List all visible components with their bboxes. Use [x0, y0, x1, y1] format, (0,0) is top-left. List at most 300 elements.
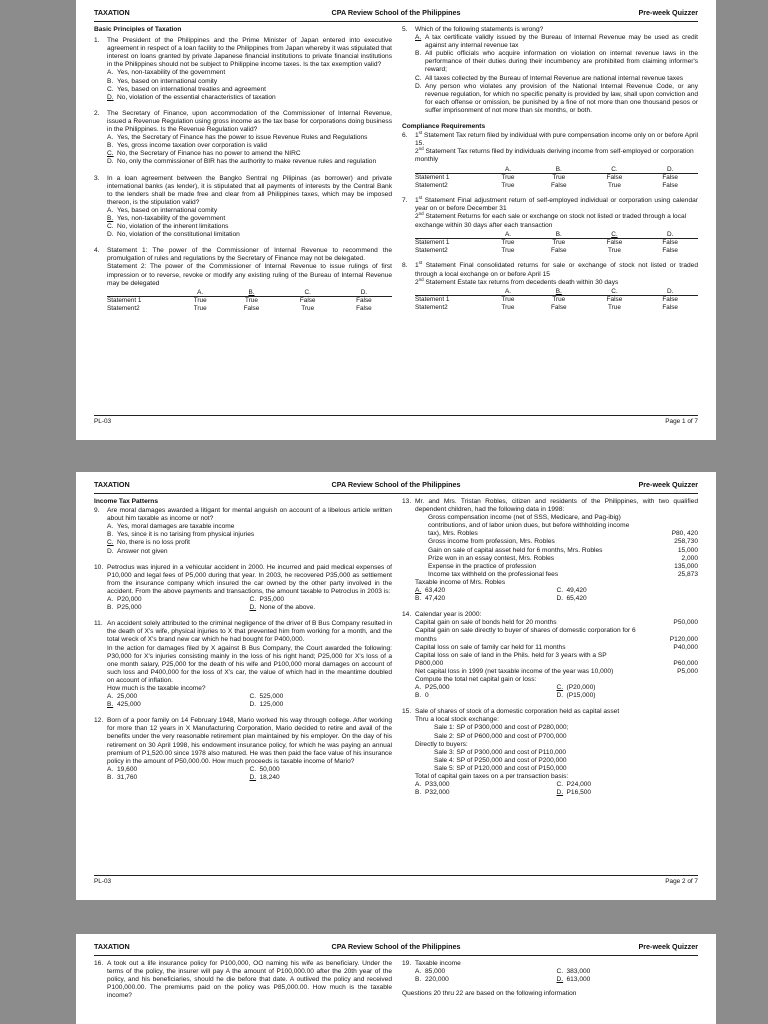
table-cell: False: [299, 297, 316, 305]
question-text: A took out a life insurance policy for P100,000, OO naming his wife as beneficiary. Under the terms of the policy, the insurer will pay A the amount of P100,000.00 after the 20th year of the policy, and his beneficiaries, should he die before that date. A outlived the policy and received P100,000.00. The premiums paid on the policy was P85,000.00. How much is the taxable income?: [107, 960, 392, 1000]
option-key: B.: [107, 604, 114, 612]
option-key: B.: [107, 531, 114, 539]
table-cell: Statement2: [415, 246, 448, 254]
item-value: 25,873: [677, 570, 698, 578]
question-text: Are moral damages awarded a litigant for mental anguish on account of a libelous article written about him taxable as income or not?: [107, 507, 392, 523]
left-column: [94, 498, 392, 782]
option: [415, 587, 557, 595]
table-header: B.: [223, 289, 279, 297]
option: [107, 142, 392, 150]
table-cell: False: [606, 296, 623, 304]
detail-line: Sale 5: SP of P120,000 and cost of P150,000: [434, 764, 567, 772]
option-text: A tax certificate validly issued by the Bureau of Internal Revenue may be used as credit against any internal revenue tax: [425, 34, 698, 50]
option: [107, 596, 250, 604]
right-column: [402, 960, 698, 998]
question-number: 14.: [402, 611, 412, 619]
item-label: Capital gain on sale directly to buyer of shares of domestic corporation for 6 months: [415, 627, 636, 643]
table-header: D.: [642, 231, 698, 239]
table-cell: True: [501, 296, 515, 304]
option-text: Yes, gross income taxation over corporation is valid: [117, 142, 268, 150]
option: [250, 774, 393, 782]
table-cell: True: [607, 181, 621, 189]
table-cell: Statement 1: [415, 239, 450, 247]
question-number: 16.: [94, 960, 104, 967]
option: [107, 207, 392, 215]
option-key: A.: [415, 684, 422, 692]
option-text: P35,000: [259, 596, 285, 604]
question-text: The Secretary of Finance, upon accommodation of the Commissioner of Internal Revenue, issued a Revenue Regulation using gross income as the tax base for corporations doing business in the Philippines. Is the Revenue Regulation valid?: [107, 109, 392, 134]
footer-code: PL-03: [94, 418, 112, 425]
option-text: P25,000: [117, 604, 142, 612]
option-text: 49,420: [566, 587, 587, 595]
option: [107, 94, 392, 102]
option: [107, 766, 250, 774]
question-text: Born of a poor family on 14 February 1948, Mario worked his way through college. After working for more than 12 years in X Manufacturing Corporation, Mario decided to retire and avail of the benefits under the very reasonable retirement plan maintained by his employer. On the day of his retirement on 30 April 1998, his endowment insurance policy, for which he was paying an annual premium of P1,520.00 since 1978 also matured. He was then paid the face value of his insurance policy in the amount of P50,000.00. How much proceeds is taxable income of Mario?: [107, 717, 392, 765]
option-key: B.: [415, 789, 422, 797]
question: [402, 960, 698, 968]
table-cell: False: [550, 246, 567, 254]
option: [415, 75, 698, 83]
option-key: D.: [107, 158, 114, 166]
ordinal: 2: [415, 213, 419, 221]
table-cell: True: [301, 304, 315, 312]
option: [415, 968, 557, 976]
option-key: C.: [107, 223, 114, 231]
option-text: No, there is no loss profit: [117, 539, 190, 547]
option-grid: [415, 968, 698, 984]
option-text: (P20,000): [566, 684, 596, 692]
page-footer: [94, 878, 698, 888]
option-grid: [107, 596, 392, 612]
option: [107, 523, 392, 531]
option-text: P16,500: [566, 789, 592, 797]
item-label: Expense in the practice of profession: [428, 562, 537, 570]
question-number: 15.: [402, 708, 412, 716]
detail-line: Sale 1: SP of P300,000 and cost of P280,000;: [434, 724, 569, 732]
option: [250, 693, 393, 701]
option: [415, 83, 698, 115]
question-number: 5.: [402, 26, 408, 33]
question-number: 11.: [94, 620, 103, 628]
table-cell: False: [662, 239, 678, 247]
header-left: TAXATION: [94, 8, 130, 17]
option-key: D.: [249, 604, 257, 612]
question: 6. 1st Statement Tax return filed by individual with pure compensation income only on or before April 15.: [402, 129, 698, 148]
option-key: D.: [107, 93, 114, 101]
option-key: C.: [249, 693, 257, 701]
option-text: Yes, based on international comity: [117, 206, 218, 214]
section-title: Basic Principles of Taxation: [94, 26, 182, 33]
option: [415, 789, 557, 797]
option-key: C.: [556, 684, 564, 692]
option-text: Yes, the Secretary of Finance has the power to issue Revenue Rules and Regulations: [117, 134, 368, 142]
question: [402, 611, 698, 619]
question-text: Mr. and Mrs. Tristan Robles, citizen and residents of the Philippines, with two qualified dependent children, had the following data in 1998:: [415, 498, 698, 514]
table-cell: True: [552, 296, 566, 304]
question: [94, 717, 392, 766]
ordinal: 1: [415, 262, 419, 270]
option-key: D.: [249, 773, 257, 781]
option: [557, 789, 699, 797]
table-cell: True: [245, 297, 258, 305]
page-header: [94, 481, 698, 491]
option-text: No, only the commissioner of BIR has the authority to make revenue rules and regulation: [117, 158, 377, 166]
question-text: Statement 1: The power of the Commissioner of Internal Revenue to recommend the promulgation of rules and regulations by the Secretary of Finance may not be delegated.: [107, 247, 392, 263]
question-text: In the action for damages filed by X against B Bus Company, the Court awarded the following: P30,000 for X's injuries consisting mainly in the loss of his right hand; P25,000 for X's loss of a one month salary, P25,000 for the death of his wife and P100,000 moral damages on account of such loss and P400,000 for the loss of X's car, the value of which had in the meantime doubled on account of inflation.: [107, 644, 392, 684]
option: [250, 604, 393, 612]
option-key: A.: [415, 34, 422, 42]
option-key: A.: [107, 134, 114, 142]
item-label: Prize won in an essay contest, Mrs. Robles: [428, 554, 555, 562]
option-key: B.: [107, 142, 114, 150]
table-cell: False: [356, 297, 372, 305]
table-cell: False: [356, 304, 372, 312]
answer-table: [415, 166, 698, 190]
table-header: A.: [485, 166, 531, 174]
item-value: 2,000: [681, 554, 698, 562]
option-key: C.: [107, 85, 114, 93]
option: [107, 78, 392, 86]
question-text: Statement Tax returns filed by individuals deriving income from self-employed or corporation monthly: [415, 148, 694, 164]
option-text: P25,000: [425, 684, 450, 692]
item-value: P40,000: [673, 643, 698, 651]
item-value: P50,000: [673, 619, 698, 627]
question-text: Statement Final consolidated returns for sale or exchange of stock not listed or traded through a local exchange on or before April 15: [415, 262, 698, 278]
question-number: 1.: [94, 37, 100, 45]
option-text: 19,600: [117, 765, 138, 773]
option-text: No, violation of the inherent limitations: [117, 223, 229, 231]
table-row: [107, 297, 392, 305]
option: [250, 766, 393, 774]
page-1: [76, 0, 716, 440]
option-text: (P15,000): [566, 692, 596, 700]
table-cell: False: [662, 181, 678, 189]
item-label: Net capital loss in 1999 (net taxable income of the year was 10,000): [415, 667, 614, 675]
right-column: [402, 498, 698, 797]
option: [107, 215, 392, 223]
header-rule: [94, 955, 698, 956]
option: [415, 781, 557, 789]
table-cell: Statement 1: [415, 296, 450, 304]
option-text: 425,000: [117, 701, 141, 709]
option: [557, 595, 699, 603]
question: [94, 110, 392, 134]
table-row: [107, 305, 392, 313]
question-text: Which of the following statements is wrong?: [415, 26, 544, 33]
option-key: A.: [107, 69, 114, 77]
item-value: P120,000: [669, 635, 698, 643]
question-number: 3.: [94, 174, 100, 182]
question-text: Questions 20 thru 22 are based on the following information: [402, 990, 577, 998]
data-item: [428, 538, 698, 546]
option-key: C.: [249, 765, 257, 773]
option-text: All public officials who acquire information on violation on internal revenue laws in the performance of their duties during their incumbency are prohibited from claiming informer's reward;: [425, 50, 698, 74]
table-cell: True: [552, 174, 566, 182]
option-grid: [415, 587, 698, 603]
option-text: P33,000: [425, 781, 450, 789]
option: [107, 531, 392, 539]
option: [415, 595, 557, 603]
data-item: [415, 668, 698, 676]
table-header: C.: [280, 289, 336, 297]
table-header: B.: [531, 231, 587, 239]
item-label: Capital gain on sale of bonds held for 20 months: [415, 619, 557, 627]
option-key: A.: [107, 523, 114, 531]
item-label: Income tax withheld on the professional fees: [428, 570, 559, 578]
table-row: [415, 296, 698, 304]
option: [107, 539, 392, 547]
header-center: CPA Review School of the Philippines: [331, 8, 461, 17]
option: [107, 223, 392, 231]
option-key: D.: [556, 976, 564, 984]
option: [107, 231, 392, 239]
question-text: Sale of shares of stock of a domestic corporation held as capital asset: [415, 708, 620, 716]
table-cell: False: [550, 303, 567, 311]
left-column: [94, 26, 392, 313]
table-header: C.: [587, 288, 643, 296]
option-key: D.: [107, 231, 114, 239]
item-label: Gross income from profession, Mrs. Robles: [428, 538, 555, 546]
table-cell: True: [607, 303, 621, 311]
table-cell: True: [501, 181, 515, 189]
question-number: 19.: [402, 960, 412, 967]
detail-line: Total of capital gain taxes on a per transaction basis:: [415, 773, 569, 780]
option-text: 50,000: [259, 765, 280, 773]
option-text: All taxes collected by the Bureau of Internal Revenue are national internal revenue taxes: [425, 74, 684, 82]
table-cell: False: [243, 304, 260, 312]
item-value: P80, 420: [671, 530, 698, 538]
question-number: 12.: [94, 717, 104, 725]
table-header: [107, 289, 177, 297]
option: [107, 69, 392, 77]
option-key: C.: [249, 596, 257, 604]
option: [107, 548, 392, 556]
option-text: Answer not given: [117, 547, 168, 555]
option: [415, 692, 557, 700]
table-cell: True: [501, 303, 515, 311]
option-text: 18,240: [259, 773, 280, 781]
page-2: [76, 472, 716, 900]
footer-rule: [94, 875, 698, 876]
page-number: Page 1 of 7: [665, 418, 698, 425]
table-cell: False: [662, 296, 678, 304]
option: [107, 158, 392, 166]
option-text: 31,760: [117, 773, 138, 781]
option-key: B.: [107, 214, 114, 222]
option-key: D.: [556, 595, 564, 603]
section-title: Compliance Requirements: [402, 123, 486, 131]
question: [94, 175, 392, 207]
option-text: 25,000: [117, 693, 138, 701]
table-row: [415, 304, 698, 312]
item-value: 15,000: [677, 546, 698, 554]
option-text: 47,420: [425, 595, 446, 603]
ordinal: 2: [415, 278, 419, 286]
question-text: Statement Final adjustment return of self-employed individual or corporation using calendar year on or before December 31: [415, 197, 698, 213]
section-title: Income Tax Patterns: [94, 498, 159, 505]
option-key: D.: [415, 82, 422, 90]
detail-line: Thru a local stock exchange:: [415, 716, 499, 724]
header-center: CPA Review School of the Philippines: [331, 480, 461, 489]
table-header: [415, 166, 485, 174]
question: [402, 708, 698, 716]
table-cell: False: [606, 174, 623, 182]
option: [107, 774, 250, 782]
option-text: Yes, based on international comity: [117, 77, 218, 85]
option: [107, 86, 392, 94]
table-cell: Statement 1: [107, 297, 142, 305]
option-text: Yes, moral damages are taxable income: [117, 523, 235, 531]
question-text: Statement Estate tax returns from decedents death within 30 days: [425, 278, 619, 286]
question-text: Statement Tax return filed by individual with pure compensation income only on or before April 15.: [415, 132, 698, 148]
table-cell: False: [606, 239, 623, 247]
option-grid: [415, 781, 698, 797]
question: [402, 498, 698, 514]
table-cell: False: [662, 246, 678, 254]
option-text: 525,000: [259, 693, 284, 701]
page-header: [94, 9, 698, 19]
question-text: Compute the total net capital gain or loss:: [415, 675, 537, 683]
question-text: Taxable income of Mrs. Robles: [415, 578, 506, 586]
option-text: Yes, non-taxability of the government: [117, 214, 226, 222]
table-cell: Statement2: [107, 304, 140, 312]
item-label: Capital loss on sale of family car held for 11 months: [415, 643, 566, 651]
option-key: C.: [415, 74, 422, 82]
data-item: [415, 627, 698, 643]
footer-rule: [94, 415, 698, 416]
item-label: Gain on sale of capital asset held for 6 months, Mrs. Robles: [428, 546, 603, 554]
option-key: A.: [107, 206, 114, 214]
table-cell: True: [501, 246, 515, 254]
table-cell: True: [552, 239, 566, 247]
table-row: [415, 174, 698, 182]
left-column: [94, 960, 392, 1000]
ordinal: 2: [415, 148, 419, 156]
table-header: [415, 288, 485, 296]
option: [557, 684, 699, 692]
option-key: C.: [107, 150, 114, 158]
option-key: C.: [556, 587, 564, 595]
option-key: D.: [249, 701, 257, 709]
option-key: A.: [107, 765, 114, 773]
option-text: 125,000: [259, 701, 284, 709]
table-header: D.: [642, 166, 698, 174]
question: [94, 247, 392, 263]
table-cell: False: [662, 174, 678, 182]
table-header: B.: [531, 166, 587, 174]
table-row: [415, 239, 698, 247]
option-text: P24,000: [566, 781, 592, 789]
option-key: A.: [415, 587, 422, 595]
answer-table: [415, 231, 698, 255]
data-item: [428, 571, 698, 579]
header-right: Pre-week Quizzer: [638, 942, 698, 951]
option: [107, 701, 250, 709]
item-value: P60,000: [673, 659, 698, 667]
data-item: [428, 514, 698, 538]
option-key: D.: [107, 547, 114, 555]
question-text: The President of the Philippines and the Prime Minister of Japan entered into executive agreement in respect of a loan facility to the Philippines from Japan whereby it was stipulated that interest on loans granted by private Japanese financial institutions to private financial institutions in the Philippines should not be subject to Philippine income taxes. Is the tax exemption valid?: [107, 37, 392, 69]
question-text: Taxable income: [415, 960, 461, 967]
ordinal: 1: [415, 132, 419, 140]
option: [107, 150, 392, 158]
data-item: [415, 619, 698, 627]
option: [107, 604, 250, 612]
option-text: 65,420: [566, 595, 587, 603]
option-text: Yes, non-taxability of the government: [117, 69, 226, 77]
header-right: Pre-week Quizzer: [638, 8, 698, 17]
question-text: How much is the taxable income?: [107, 684, 206, 692]
table-header: C.: [587, 231, 643, 239]
table-cell: True: [501, 239, 515, 247]
data-item: [428, 555, 698, 563]
option-text: 85,000: [425, 968, 446, 976]
table-cell: False: [550, 181, 567, 189]
data-item: [415, 644, 698, 652]
header-rule: [94, 493, 698, 494]
data-item: [428, 563, 698, 571]
item-value: 258,730: [674, 538, 698, 546]
option: [415, 50, 698, 74]
option: [557, 976, 699, 984]
option: [250, 596, 393, 604]
question-number: 4.: [94, 247, 100, 255]
detail-line: Sale 3: SP of P300,000 and cost of P110,000: [434, 748, 567, 756]
option-key: A.: [107, 693, 114, 701]
detail-line: Directly to buyers:: [415, 740, 468, 748]
header-center: CPA Review School of the Philippines: [331, 942, 461, 951]
option: [557, 587, 699, 595]
footer-code: PL-03: [94, 878, 112, 885]
option-key: A.: [107, 596, 114, 604]
item-label: Gross compensation income (net of SSS, Medicare, and Pag-ibig) contributions, and of labor union dues, but before withholding income tax), Mrs. Robles: [428, 514, 630, 538]
option: [415, 684, 557, 692]
option: [557, 692, 699, 700]
detail-line: Sale 4: SP of P250,000 and cost of P200,000: [434, 756, 567, 764]
detail-line: Sale 2: SP of P600,000 and cost of P700,000: [434, 732, 567, 740]
header-left: TAXATION: [94, 942, 130, 951]
table-header: B.: [531, 288, 587, 296]
question-text: Statement 2: The power of the Commissioner of Internal Revenue to issue rulings of first impression or to reverse, revoke or modify any existing ruling of the Bureau of Internal Revenue may be delegated: [107, 263, 392, 287]
question-number: 6.: [402, 132, 408, 140]
option: [415, 976, 557, 984]
ordinal: 1: [415, 197, 419, 205]
table-cell: True: [607, 246, 621, 254]
table-cell: Statement2: [415, 181, 448, 189]
item-value: 135,000: [674, 562, 698, 570]
option-grid: [107, 693, 392, 709]
option-key: B.: [415, 976, 422, 984]
table-cell: False: [662, 303, 678, 311]
question: 8. 1st Statement Final consolidated returns for sale or exchange of stock not listed or traded through a local exchange on or before April 15: [402, 260, 698, 278]
table-row: [415, 247, 698, 255]
option-text: Yes, since it is no tarising from physical injuries: [117, 531, 255, 539]
question: [94, 507, 392, 523]
page-header: [94, 943, 698, 953]
option-key: B.: [415, 50, 422, 58]
answer-table: [415, 288, 698, 312]
option-text: No, violation of the essential characteristics of taxation: [117, 93, 276, 101]
question: [94, 620, 392, 644]
option-text: 383,000: [566, 968, 591, 976]
option-text: 613,000: [566, 976, 591, 984]
table-cell: Statement 1: [415, 174, 450, 182]
option-key: A.: [415, 968, 422, 976]
question-number: 2.: [94, 109, 100, 117]
option-key: B.: [107, 701, 114, 709]
table-cell: True: [193, 297, 207, 305]
question-number: 9.: [94, 507, 100, 515]
